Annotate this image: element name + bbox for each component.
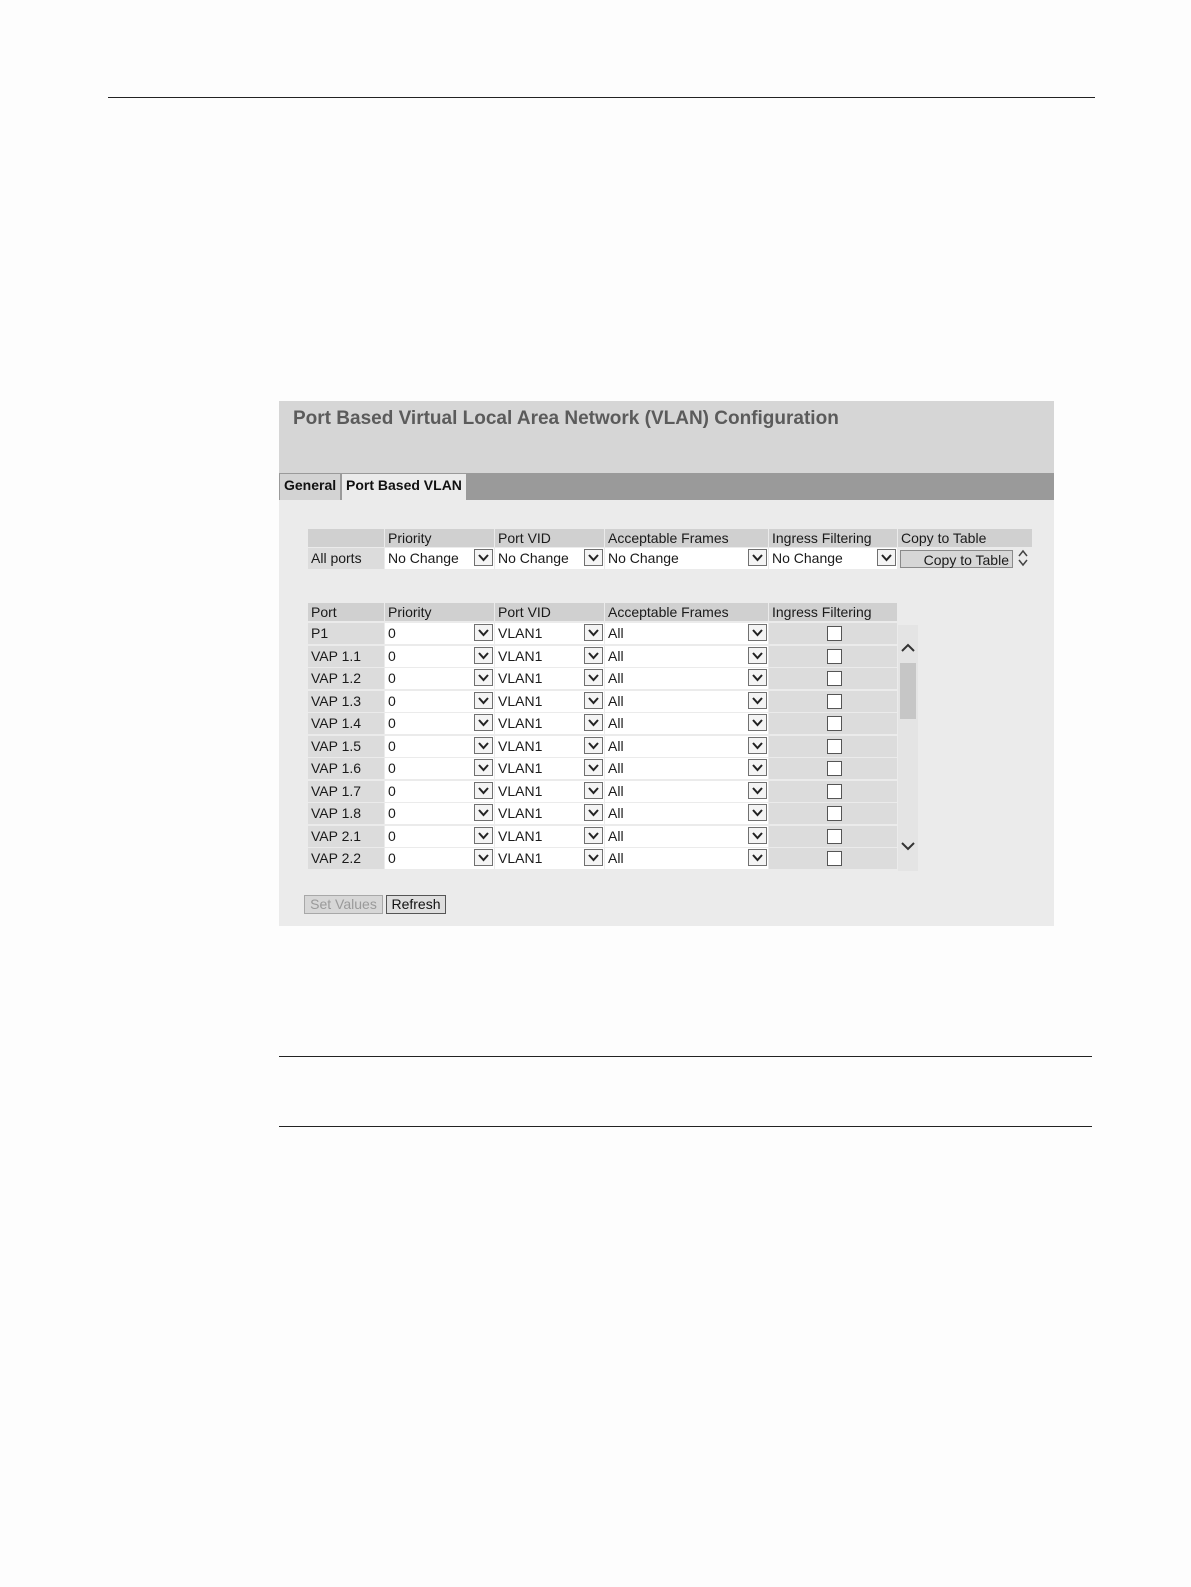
- note-bottom-rule: [279, 1126, 1092, 1127]
- ingress-filtering-checkbox[interactable]: [827, 671, 842, 686]
- ingress-filtering-cell: [769, 668, 897, 689]
- vlan-config-panel: [279, 401, 1054, 926]
- chevron-down-icon[interactable]: [584, 782, 603, 799]
- chevron-down-icon[interactable]: [748, 737, 767, 754]
- up-down-spinner-icon[interactable]: [1017, 548, 1029, 568]
- select-value: No Change: [608, 550, 679, 566]
- select-value: All: [608, 805, 624, 821]
- ingress-filtering-cell: [769, 758, 897, 779]
- chevron-down-icon[interactable]: [901, 841, 915, 851]
- select-value: 0: [388, 828, 396, 844]
- select-value: VLAN1: [498, 828, 543, 844]
- select-value: VLAN1: [498, 670, 543, 686]
- select-value: 0: [388, 715, 396, 731]
- select-value: VLAN1: [498, 850, 543, 866]
- ports-header-acceptable-frames: Acceptable Frames: [605, 603, 768, 621]
- ports-header-port: Port: [308, 603, 384, 621]
- chevron-down-icon[interactable]: [748, 759, 767, 776]
- port-cell: VAP 2.1: [308, 826, 384, 847]
- chevron-down-icon[interactable]: [748, 624, 767, 641]
- port-cell: VAP 1.2: [308, 668, 384, 689]
- select-value: VLAN1: [498, 805, 543, 821]
- priority-select[interactable]: [385, 848, 494, 869]
- port-vid-select[interactable]: [495, 713, 604, 734]
- port-vid-select[interactable]: [495, 623, 604, 644]
- select-value: All: [608, 828, 624, 844]
- page-header-rule: [108, 97, 1095, 98]
- acceptable-frames-select[interactable]: [605, 623, 768, 644]
- all-ports-label: All ports: [308, 548, 384, 569]
- scrollbar-thumb[interactable]: [900, 663, 916, 719]
- select-value: 0: [388, 693, 396, 709]
- chevron-down-icon[interactable]: [474, 692, 493, 709]
- all-ports-header-blank: [308, 529, 384, 547]
- tab-strip: [279, 473, 1054, 500]
- ingress-filtering-checkbox[interactable]: [827, 829, 842, 844]
- chevron-down-icon[interactable]: [474, 669, 493, 686]
- port-cell: VAP 1.5: [308, 736, 384, 757]
- acceptable-frames-select[interactable]: [605, 826, 768, 847]
- all-ports-acceptable-frames-select[interactable]: [605, 548, 768, 569]
- chevron-down-icon[interactable]: [748, 549, 767, 566]
- port-cell: VAP 1.3: [308, 691, 384, 712]
- ingress-filtering-cell: [769, 781, 897, 802]
- title-bar: [279, 401, 1054, 473]
- acceptable-frames-select[interactable]: [605, 736, 768, 757]
- page-title: Port Based Virtual Local Area Network (VLAN) Configuration: [293, 408, 839, 429]
- select-value: 0: [388, 738, 396, 754]
- chevron-down-icon[interactable]: [474, 804, 493, 821]
- chevron-down-icon[interactable]: [584, 827, 603, 844]
- port-cell: VAP 1.8: [308, 803, 384, 824]
- select-value: VLAN1: [498, 715, 543, 731]
- select-value: VLAN1: [498, 648, 543, 664]
- all-ports-header-acceptable-frames: Acceptable Frames: [605, 529, 768, 547]
- acceptable-frames-select[interactable]: [605, 668, 768, 689]
- select-value: VLAN1: [498, 783, 543, 799]
- select-value: All: [608, 625, 624, 641]
- ingress-filtering-cell: [769, 826, 897, 847]
- priority-select[interactable]: [385, 736, 494, 757]
- port-vid-select[interactable]: [495, 803, 604, 824]
- chevron-down-icon[interactable]: [474, 827, 493, 844]
- chevron-down-icon[interactable]: [584, 849, 603, 866]
- all-ports-port-vid-select[interactable]: [495, 548, 604, 569]
- chevron-down-icon[interactable]: [474, 714, 493, 731]
- ingress-filtering-checkbox[interactable]: [827, 761, 842, 776]
- priority-select[interactable]: [385, 668, 494, 689]
- chevron-up-icon[interactable]: [901, 643, 915, 653]
- copy-to-table-button[interactable]: Copy to Table: [900, 550, 1013, 568]
- all-ports-header-port-vid: Port VID: [495, 529, 604, 547]
- port-cell: VAP 2.2: [308, 848, 384, 869]
- select-value: All: [608, 648, 624, 664]
- select-value: All: [608, 693, 624, 709]
- priority-select[interactable]: [385, 691, 494, 712]
- ingress-filtering-checkbox[interactable]: [827, 806, 842, 821]
- select-value: 0: [388, 670, 396, 686]
- acceptable-frames-select[interactable]: [605, 713, 768, 734]
- select-value: VLAN1: [498, 760, 543, 776]
- tab-general[interactable]: General: [280, 474, 340, 500]
- select-value: 0: [388, 850, 396, 866]
- ports-header-ingress-filtering: Ingress Filtering: [769, 603, 897, 621]
- port-cell: P1: [308, 623, 384, 644]
- select-value: All: [608, 670, 624, 686]
- ingress-filtering-checkbox[interactable]: [827, 694, 842, 709]
- chevron-down-icon[interactable]: [474, 624, 493, 641]
- select-value: All: [608, 850, 624, 866]
- priority-select[interactable]: [385, 803, 494, 824]
- port-vid-select[interactable]: [495, 736, 604, 757]
- select-value: All: [608, 738, 624, 754]
- chevron-down-icon[interactable]: [748, 827, 767, 844]
- chevron-down-icon[interactable]: [584, 759, 603, 776]
- chevron-down-icon[interactable]: [748, 849, 767, 866]
- ingress-filtering-cell: [769, 623, 897, 644]
- chevron-down-icon[interactable]: [748, 692, 767, 709]
- chevron-down-icon[interactable]: [584, 549, 603, 566]
- port-cell: VAP 1.4: [308, 713, 384, 734]
- select-value: VLAN1: [498, 738, 543, 754]
- port-vid-select[interactable]: [495, 646, 604, 667]
- select-value: All: [608, 783, 624, 799]
- all-ports-header-priority: Priority: [385, 529, 494, 547]
- chevron-down-icon[interactable]: [584, 692, 603, 709]
- chevron-down-icon[interactable]: [584, 624, 603, 641]
- chevron-down-icon[interactable]: [584, 737, 603, 754]
- tab-port-based-vlan[interactable]: Port Based VLAN: [342, 474, 466, 500]
- port-cell: VAP 1.7: [308, 781, 384, 802]
- port-vid-select[interactable]: [495, 826, 604, 847]
- select-value: 0: [388, 760, 396, 776]
- port-cell: VAP 1.1: [308, 646, 384, 667]
- chevron-down-icon[interactable]: [474, 549, 493, 566]
- set-values-button[interactable]: Set Values: [304, 895, 383, 914]
- chevron-down-icon[interactable]: [474, 782, 493, 799]
- chevron-down-icon[interactable]: [748, 714, 767, 731]
- chevron-down-icon[interactable]: [748, 782, 767, 799]
- all-ports-header-ingress-filtering: Ingress Filtering: [769, 529, 897, 547]
- select-value: No Change: [772, 550, 843, 566]
- table-scrollbar[interactable]: [898, 625, 918, 871]
- acceptable-frames-select[interactable]: [605, 781, 768, 802]
- chevron-down-icon[interactable]: [474, 737, 493, 754]
- port-vid-select[interactable]: [495, 758, 604, 779]
- port-cell: VAP 1.6: [308, 758, 384, 779]
- acceptable-frames-select[interactable]: [605, 646, 768, 667]
- chevron-down-icon[interactable]: [474, 759, 493, 776]
- select-value: 0: [388, 625, 396, 641]
- ingress-filtering-checkbox[interactable]: [827, 784, 842, 799]
- select-value: All: [608, 715, 624, 731]
- chevron-down-icon[interactable]: [474, 849, 493, 866]
- chevron-down-icon[interactable]: [584, 804, 603, 821]
- acceptable-frames-select[interactable]: [605, 803, 768, 824]
- chevron-down-icon[interactable]: [584, 714, 603, 731]
- chevron-down-icon[interactable]: [748, 804, 767, 821]
- ingress-filtering-checkbox[interactable]: [827, 626, 842, 641]
- select-value: 0: [388, 805, 396, 821]
- ingress-filtering-checkbox[interactable]: [827, 851, 842, 866]
- priority-select[interactable]: [385, 713, 494, 734]
- all-ports-header-copy-to-table: Copy to Table: [898, 529, 1032, 547]
- priority-select[interactable]: [385, 646, 494, 667]
- select-value: 0: [388, 648, 396, 664]
- chevron-down-icon[interactable]: [584, 669, 603, 686]
- select-value: VLAN1: [498, 625, 543, 641]
- ingress-filtering-cell: [769, 848, 897, 869]
- port-vid-select[interactable]: [495, 781, 604, 802]
- select-value: 0: [388, 783, 396, 799]
- chevron-down-icon[interactable]: [748, 647, 767, 664]
- select-value: No Change: [498, 550, 569, 566]
- ingress-filtering-checkbox[interactable]: [827, 716, 842, 731]
- chevron-down-icon[interactable]: [584, 647, 603, 664]
- chevron-down-icon[interactable]: [748, 669, 767, 686]
- ingress-filtering-cell: [769, 713, 897, 734]
- ingress-filtering-cell: [769, 691, 897, 712]
- priority-select[interactable]: [385, 826, 494, 847]
- ingress-filtering-checkbox[interactable]: [827, 649, 842, 664]
- port-vid-select[interactable]: [495, 668, 604, 689]
- ingress-filtering-cell: [769, 803, 897, 824]
- select-value: VLAN1: [498, 693, 543, 709]
- select-value: All: [608, 760, 624, 776]
- acceptable-frames-select[interactable]: [605, 848, 768, 869]
- ingress-filtering-cell: [769, 736, 897, 757]
- all-ports-priority-select[interactable]: [385, 548, 494, 569]
- ports-header-priority: Priority: [385, 603, 494, 621]
- ports-header-port-vid: Port VID: [495, 603, 604, 621]
- ingress-filtering-checkbox[interactable]: [827, 739, 842, 754]
- priority-select[interactable]: [385, 758, 494, 779]
- acceptable-frames-select[interactable]: [605, 691, 768, 712]
- chevron-down-icon[interactable]: [877, 549, 896, 566]
- note-top-rule: [279, 1056, 1092, 1057]
- priority-select[interactable]: [385, 623, 494, 644]
- select-value: No Change: [388, 550, 459, 566]
- port-vid-select[interactable]: [495, 691, 604, 712]
- priority-select[interactable]: [385, 781, 494, 802]
- chevron-down-icon[interactable]: [474, 647, 493, 664]
- ingress-filtering-cell: [769, 646, 897, 667]
- all-ports-ingress-filtering-select[interactable]: [769, 548, 897, 569]
- refresh-button[interactable]: Refresh: [386, 895, 446, 914]
- port-vid-select[interactable]: [495, 848, 604, 869]
- acceptable-frames-select[interactable]: [605, 758, 768, 779]
